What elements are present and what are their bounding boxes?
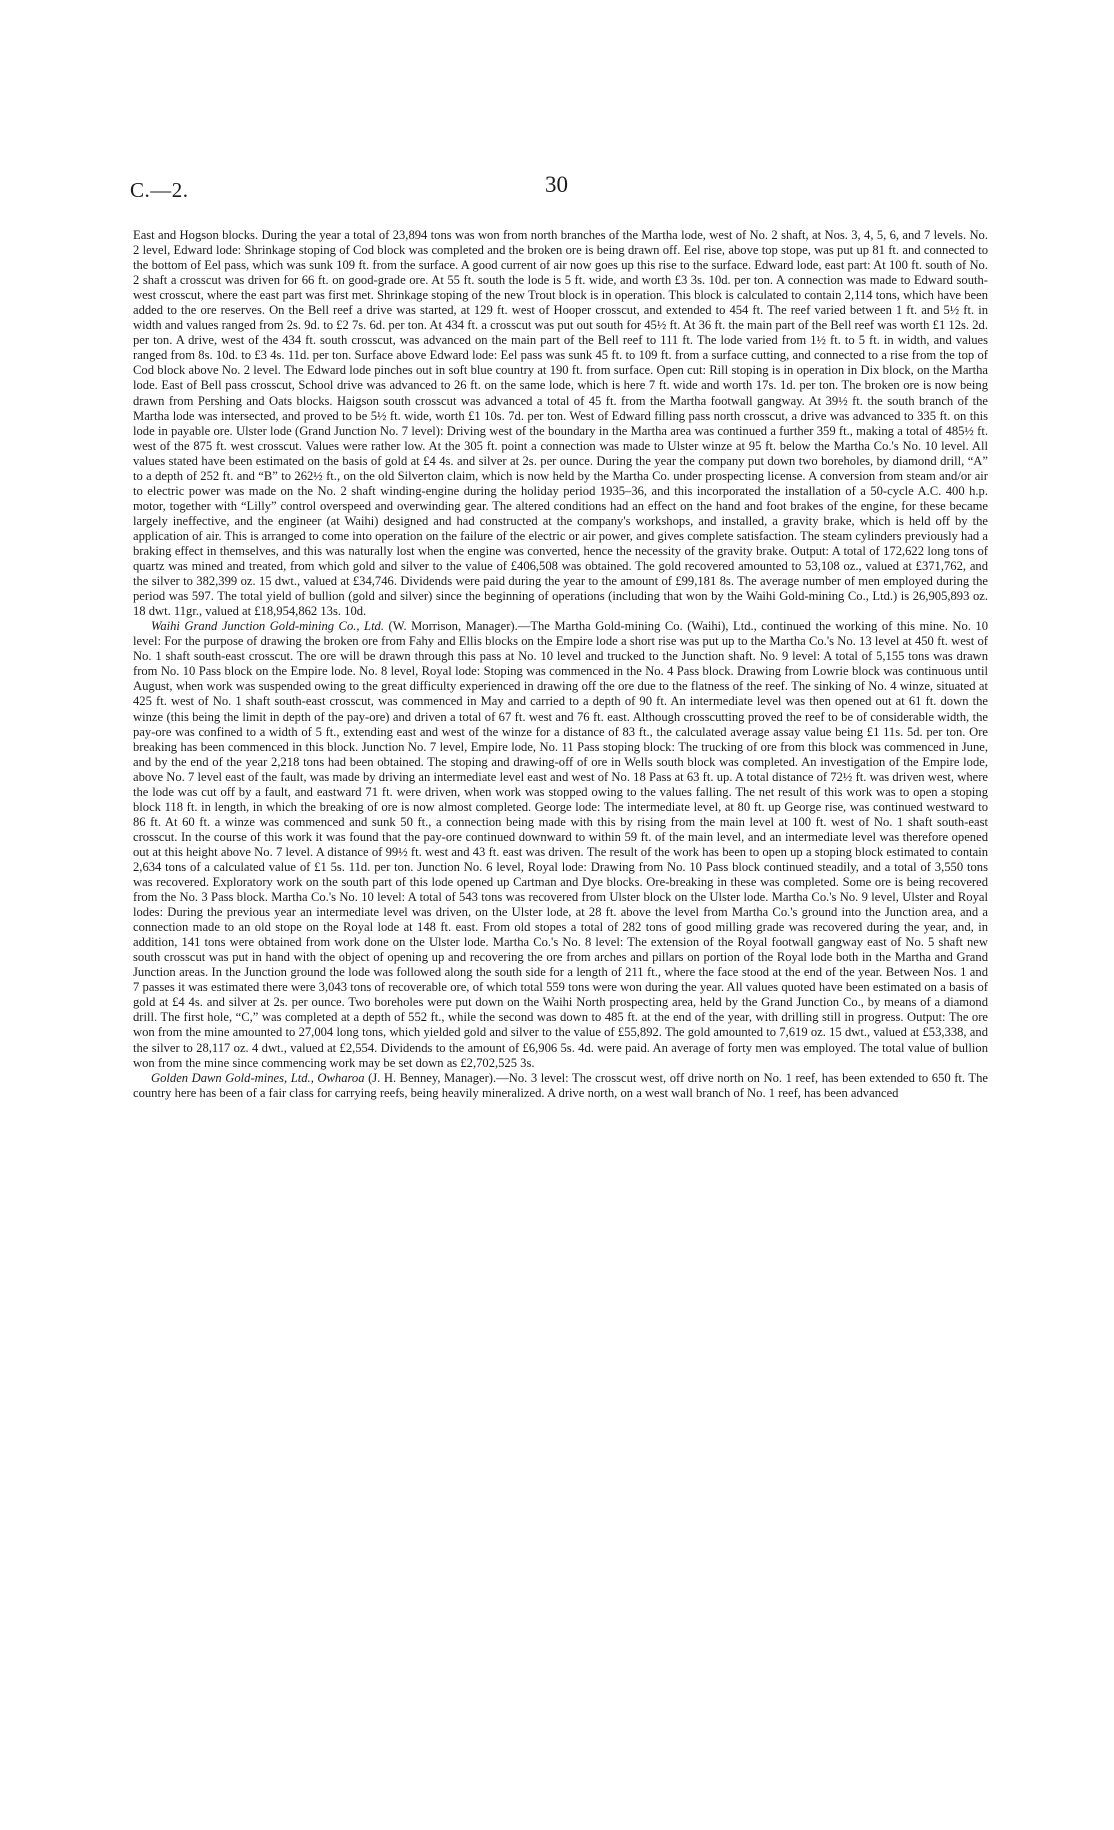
paragraph-golden-dawn-report — [133, 1071, 988, 1101]
paragraph-lead: Waihi Grand Junction Gold-mining Co., Ltd. — [151, 619, 385, 634]
paragraph-lead: Golden Dawn Gold-mines, Ltd., Owharoa — [151, 1070, 365, 1085]
body-text — [133, 228, 988, 1101]
paragraph-text: (W. Morrison, Manager).—The Martha Gold-mining Co. (Waihi), Ltd., continued the working of this mine. No. 10 level: For the purpose of drawing the broken ore from Fahy and Ellis blocks on the Empire lode a short rise was put up to the Martha Co.'s No. 13 level at 450 ft. west of No. 1 shaft south-east crosscut. The ore will be drawn through this pass at No. 10 level and trucked to the Junction shaft. No. 9 level: A total of 5,155 tons was drawn from No. 10 Pass block on the Empire lode. No. 8 level, Royal lode: Stoping was commenced in the No. 4 Pass block. Drawing from Lowrie block was continuous until August, when work was suspended owing to the great difficulty experienced in drawing off the ore due to the flatness of the reef. The sinking of No. 4 winze, situated at 425 ft. west of No. 1 shaft south-east crosscut, was commenced in May and carried to a depth of 90 ft. An intermediate level was then opened out at 61 ft. down the winze (this being the limit in depth of the pay-ore) and driven a total of 67 ft. west and 76 ft. east. Although crosscutting proved the reef to be of considerable width, the pay-ore was confined to a width of 5 ft., extending east and west of the winze for a distance of 83 ft., the calculated average assay value being £1 11s. 5d. per ton. Ore breaking has been commenced in this block. Junction No. 7 level, Empire lode, No. 11 Pass stoping block: The trucking of ore from this block was commenced in June, and by the end of the year 2,218 tons had been obtained. The stoping and drawing-off of ore in Wells south block was completed. An investigation of the Empire lode, above No. 7 level east of the fault, was made by driving an intermediate level east and west of No. 18 Pass at 63 ft. up. A total distance of 72½ ft. was driven west, where the lode was cut off by a fault, and eastward 71 ft. were driven, when work was stopped owing to the values falling. The net result of this work was to open a stoping block 118 ft. in length, in which the breaking of ore is now almost completed. George lode: The intermediate level, at 80 ft. up George rise, was continued westward to 86 ft. At 60 ft. a winze was commenced and sunk 50 ft., a connection being made with this by rising from the main level at 100 ft. west of No. 1 shaft south-east crosscut. In the course of this work it was found that the pay-ore continued downward to within 59 ft. of the main level, and an intermediate level was therefore opened out at this height above No. 7 level. A distance of 99½ ft. west and 43 ft. east was driven. The result of the work has been to open up a stoping block estimated to contain 2,634 tons of a calculated value of £1 5s. 11d. per ton. Junction No. 6 level, Royal lode: Drawing from No. 10 Pass block continued steadily, and a total of 3,550 tons was recovered. Exploratory work on the south part of this lode opened up Cartman and Dye blocks. Ore-breaking in these was completed. Some ore is being recovered from the No. 3 Pass block. Martha Co.'s No. 10 level: A total of 543 tons was recovered from Ulster block on the Ulster lode. Martha Co.'s No. 9 level, Ulster and Royal lodes: During the previous year an intermediate level was driven, on the Ulster lode, at 28 ft. above the level from Martha Co.'s ground into the Junction area, and a connection made to an old stope on the Royal lode at 148 ft. east. From old stopes a total of 282 tons of good milling grade was recovered during the year, and, in addition, 141 tons were obtained from work done on the Ulster lode. Martha Co.'s No. 8 level: The extension of the Royal footwall gangway east of No. 5 shaft new south crosscut was put in hand with the object of opening up and recovering the ore from arches and pillars on portion of the Royal lode both in the Martha and Grand Junction areas. In the Junction ground the lode was followed along the south side for a length of 211 ft., where the face stood at the end of the year. Between Nos. 1 and 7 passes it was estimated there were 3,043 tons of recoverable ore, of which total 559 tons were won during the year. All values quoted have been estimated on a basis of gold at £4 4s. and silver at 2s. per ounce. Two boreholes were put down on the Waihi North prospecting area, held by the Grand Junction Co., by means of a diamond drill. The first hole, “C,” was completed at a depth of 552 ft., while the second was down to 485 ft. at the end of the year, with drilling still in progress. Output: The ore won from the mine amounted to 27,004 long tons, which yielded gold and silver to the value of £55,892. The gold amounted to 7,619 oz. 15 dwt., valued at £53,338, and the silver to 28,117 oz. 4 dwt., valued at £2,554. Dividends to the amount of £6,906 5s. 4d. were paid. An average of forty men was employed. The total value of bullion won from the mine since commencing work may be set down as £2,702,525 3s. — [133, 619, 988, 1070]
paragraph-text: (J. H. Benney, Manager).—No. 3 level: The crosscut west, off drive north on No. 1 reef, has been extended to 650 ft. The country here has been of a fair class for carrying reefs, being heavily mineralized. A drive north, on a west wall branch of No. 1 reef, has been advanced — [133, 1070, 988, 1100]
document-reference: C.—2. — [130, 178, 189, 202]
paragraph-martha-report — [133, 228, 988, 619]
paragraph-grand-junction-report — [133, 619, 988, 1070]
page-header — [130, 172, 990, 212]
paragraph-text: East and Hogson blocks. During the year a total of 23,894 tons was won from north branches of the Martha lode, west of No. 2 shaft, at Nos. 3, 4, 5, 6, and 7 levels. No. 2 level, Edward lode: Shrinkage stoping of Cod block was completed and the broken ore is being drawn off. Eel rise, above top stope, was put up 81 ft. and connected to the bottom of Eel pass, which was sunk 109 ft. from the surface. A good current of air now goes up this rise to the surface. Edward lode, east part: At 100 ft. south of No. 2 shaft a crosscut was driven for 66 ft. on good-grade ore. At 55 ft. south the lode is 5 ft. wide, and worth £3 3s. 10d. per ton. A connection was made to Edward south-west crosscut, where the east part was first met. Shrinkage stoping of the new Trout block is in operation. This block is calculated to contain 2,114 tons, which have been added to the ore reserves. On the Bell reef a drive was started, at 129 ft. west of Hooper crosscut, and extended to 454 ft. The reef varied between 1 ft. and 5½ ft. in width and values ranged from 2s. 9d. to £2 7s. 6d. per ton. At 434 ft. a crosscut was put out south for 45½ ft. At 36 ft. the main part of the Bell reef was worth £1 12s. 2d. per ton. A drive, west of the 434 ft. south crosscut, was advanced on the main part of the Bell reef to 111 ft. The lode varied from 1½ ft. to 5 ft. in width, and values ranged from 8s. 10d. to £3 4s. 11d. per ton. Surface above Edward lode: Eel pass was sunk 45 ft. to 109 ft. from a surface cutting, and connected to a rise from the top of Cod block above No. 2 level. The Edward lode pinches out in soft blue country at 190 ft. from surface. Open cut: Rill stoping is in operation in Dix block, on the Martha lode. East of Bell pass crosscut, School drive was advanced to 26 ft. on the same lode, which is here 7 ft. wide and worth 17s. 1d. per ton. The broken ore is now being drawn from Pershing and Oats blocks. Haigson south crosscut was advanced a total of 45 ft. from the Martha footwall gangway. At 39½ ft. the south branch of the Martha lode was intersected, and proved to be 5½ ft. wide, worth £1 10s. 7d. per ton. West of Edward filling pass north crosscut, a drive was advanced to 335 ft. on this lode in payable ore. Ulster lode (Grand Junction No. 7 level): Driving west of the boundary in the Martha area was continued a further 359 ft., making a total of 485½ ft. west of the 875 ft. west crosscut. Values were rather low. At the 305 ft. point a connection was made to Ulster winze at 95 ft. below the Martha Co.'s No. 10 level. All values stated have been estimated on the basis of gold at £4 4s. and silver at 2s. per ounce. During the year the company put down two boreholes, by diamond drill, “A” to a depth of 252 ft. and “B” to 262½ ft., on the old Silverton claim, which is now held by the Martha Co. under prospecting license. A conversion from steam and/or air to electric power was made on the No. 2 shaft winding-engine during the holiday period 1935–36, and this incorporated the installation of a 50-cycle A.C. 400 h.p. motor, together with “Lilly” control overspeed and overwinding gear. The altered conditions had an effect on the hand and foot brakes of the engine, for these became largely ineffective, and the engineer (at Waihi) designed and had constructed at the company's workshops, and installed, a gravity brake, which is held off by the application of air. This is arranged to come into operation on the failure of the electric or air power, and gives complete satisfaction. The steam cylinders previously had a braking effect in themselves, and this was naturally lost when the engine was converted, hence the necessity of the gravity brake. Output: A total of 172,622 long tons of quartz was mined and treated, from which gold and silver to the value of £406,508 was obtained. The gold recovered amounted to 53,108 oz., valued at £371,762, and the silver to 382,399 oz. 15 dwt., valued at £34,746. Dividends were paid during the year to the amount of £99,181 8s. The average number of men employed during the period was 597. The total yield of bullion (gold and silver) since the beginning of operations (including that won by the Waihi Gold-mining Co., Ltd.) is 26,905,893 oz. 18 dwt. 11gr., valued at £18,954,862 13s. 10d. — [133, 228, 988, 619]
page-number: 30 — [545, 172, 568, 197]
